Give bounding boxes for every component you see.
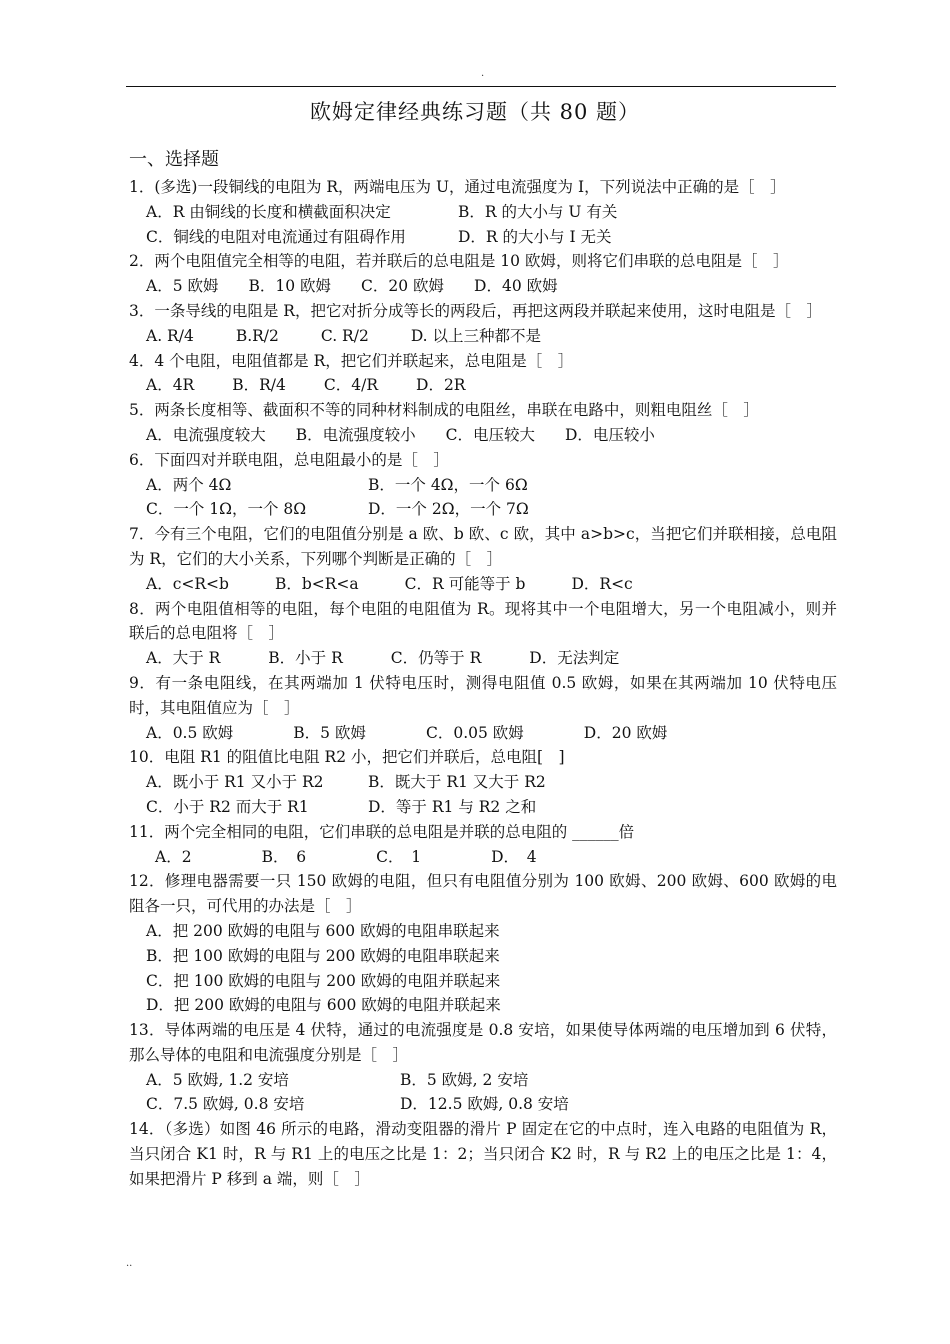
option-a: A．c<R<b — [146, 574, 229, 593]
header-mark: . — [481, 68, 485, 79]
question-14 — [129, 1117, 837, 1191]
option-a: A．R 由铜线的长度和横截面积决定 — [146, 202, 391, 221]
options-row — [129, 572, 837, 597]
question-12 — [129, 869, 837, 1018]
option-d: D．40 欧姆 — [474, 277, 558, 296]
options-row — [129, 1068, 837, 1093]
footer-mark: .. — [126, 1258, 133, 1269]
options-row — [129, 324, 837, 349]
options-row — [129, 200, 837, 225]
option-b: B．R/4 — [232, 376, 286, 395]
question-stem: 4．4 个电阻，电阻值都是 R，把它们并联起来，总电阻是［ ］ — [129, 351, 574, 370]
question-3 — [129, 299, 837, 349]
options-row — [129, 795, 837, 820]
question-2 — [129, 249, 837, 299]
option-d: D．等于 R1 与 R2 之和 — [368, 797, 537, 816]
option-b: B．把 100 欧姆的电阻与 200 欧姆的电阻串联起来 — [146, 946, 500, 965]
options-row — [129, 646, 837, 671]
question-stem: 1．(多选)一段铜线的电阻为 R，两端电压为 U，通过电流强度为 I，下列说法中正确的是［ ］ — [129, 178, 786, 196]
option-d: D．12.5 欧姆, 0.8 安培 — [400, 1095, 569, 1114]
option-a: A．电流强度较大 — [146, 425, 266, 444]
option-c: C．4/R — [323, 376, 379, 395]
question-11 — [129, 820, 837, 870]
options-row — [129, 845, 837, 870]
question-6 — [129, 448, 837, 522]
question-10 — [129, 745, 837, 819]
option-b: B．既大于 R1 又大于 R2 — [368, 773, 546, 792]
header-rule — [126, 86, 836, 87]
question-13 — [129, 1018, 837, 1117]
option-b: B.R/2 — [235, 326, 279, 345]
question-5 — [129, 398, 837, 448]
option-c: C．把 100 欧姆的电阻与 200 欧姆的电阻并联起来 — [146, 971, 501, 990]
question-stem: 7．今有三个电阻，它们的电阻值分别是 a 欧、b 欧、c 欧，其中 a>b>c，当把它们并联相接，总电阻为 R，它们的大小关系，下列哪个判断是正确的［ ］ — [129, 525, 837, 568]
question-stem: 2．两个电阻值完全相等的电阻，若并联后的总电阻是 10 欧姆，则将它们串联的总电阻是［ ］ — [129, 252, 789, 271]
options-row — [129, 770, 837, 795]
option-d: D. 以上三种都不是 — [410, 326, 542, 345]
option-d: D．20 欧姆 — [583, 723, 668, 742]
option-a: A. R/4 — [146, 326, 194, 345]
option-d: D．无法判定 — [529, 649, 620, 668]
option-a: A．2 — [155, 847, 192, 866]
options-row — [129, 473, 837, 498]
option-c: C．20 欧姆 — [361, 277, 445, 296]
question-4 — [129, 349, 837, 399]
option-d: D．一个 2Ω，一个 7Ω — [368, 500, 529, 519]
question-stem: 11．两个完全相同的电阻，它们串联的总电阻是并联的总电阻的 ______倍 — [129, 822, 635, 841]
option-d: D．R 的大小与 I 无关 — [458, 227, 612, 246]
option-b: B． 6 — [261, 847, 307, 866]
question-stem: 3．一条导线的电阻是 R，把它对折分成等长的两段后，再把这两段并联起来使用，这时电阻是［ ］ — [129, 301, 822, 320]
option-d: D．R<c — [571, 574, 633, 593]
option-b: B．5 欧姆, 2 安培 — [400, 1070, 529, 1089]
options-row — [129, 423, 837, 448]
option-d: D． 4 — [491, 847, 537, 866]
option-c: C．R 可能等于 b — [404, 574, 526, 593]
question-stem: 5．两条长度相等、截面积不等的同种材料制成的电阻丝，串联在电路中，则粗电阻丝［ ］ — [129, 401, 759, 420]
options-row — [129, 497, 837, 522]
option-b: B．b<R<a — [274, 574, 359, 593]
option-d: D．电压较小 — [564, 425, 655, 444]
option-c: C．7.5 欧姆, 0.8 安培 — [146, 1095, 305, 1114]
question-stem: 9．有一条电阻线，在其两端加 1 伏特电压时，测得电阻值 0.5 欧姆，如果在其两端加 10 伏特电压时，其电阻值应为［ ］ — [129, 673, 837, 717]
question-stem: 10．电阻 R1 的阻值比电阻 R2 小，把它们并联后，总电阻[ ] — [129, 748, 565, 767]
option-a: A．两个 4Ω — [146, 475, 232, 494]
option-a: A．5 欧姆, 1.2 安培 — [146, 1070, 289, 1089]
options-row — [129, 373, 837, 398]
question-9 — [129, 671, 837, 745]
option-c: C. R/2 — [320, 326, 369, 345]
section-heading: 一、选择题 — [129, 149, 219, 170]
option-b: B．小于 R — [268, 649, 343, 668]
option-a: A．5 欧姆 — [146, 277, 219, 296]
option-b: B．R 的大小与 U 有关 — [458, 202, 618, 221]
option-c: C．小于 R2 而大于 R1 — [146, 797, 309, 816]
page-title: 欧姆定律经典练习题（共 80 题） — [309, 100, 641, 124]
question-stem: 6．下面四对并联电阻，总电阻最小的是［ ］ — [129, 450, 449, 469]
question-7 — [129, 522, 837, 596]
option-b: B．10 欧姆 — [248, 277, 332, 296]
option-b: B．电流强度较小 — [295, 425, 416, 444]
option-c: C．0.05 欧姆 — [425, 723, 524, 742]
question-stem: 12．修理电器需要一只 150 欧姆的电阻，但只有电阻值分别为 100 欧姆、200 欧姆、600 欧姆的电阻各一只，可代用的办法是［ ］ — [129, 872, 837, 916]
option-b: B．5 欧姆 — [293, 723, 366, 742]
question-stem: 14．（多选）如图 46 所示的电路，滑动变阻器的滑片 P 固定在它的中点时，连入电路的电阻值为 R，当只闭合 K1 时，R 与 R1 上的电压之比是 1：2；当只闭合 K2 时，R 与 R2 上的电压之比是 1：4，如果把滑片 P 移到 a 端，则［ ］ — [129, 1120, 837, 1188]
option-a: A．0.5 欧姆 — [146, 723, 234, 742]
option-a: A．4R — [146, 376, 195, 395]
options-row — [129, 274, 837, 299]
document-body — [129, 145, 837, 1192]
question-stem: 13．导体两端的电压是 4 伏特，通过的电流强度是 0.8 安培，如果使导体两端的电压增加到 6 伏特，那么导体的电阻和电流强度分别是［ ］ — [129, 1021, 837, 1064]
question-1 — [129, 175, 837, 249]
option-c: C．仍等于 R — [390, 649, 482, 668]
option-c: C． 1 — [376, 847, 422, 866]
question-8 — [129, 597, 837, 671]
option-a: A．把 200 欧姆的电阻与 600 欧姆的电阻串联起来 — [146, 921, 500, 940]
option-d: D．2R — [416, 376, 466, 395]
option-c: C．一个 1Ω，一个 8Ω — [146, 500, 307, 519]
option-a: A．大于 R — [146, 649, 221, 668]
option-c: C．铜线的电阻对电流通过有阻碍作用 — [146, 227, 406, 246]
options-row — [129, 1092, 837, 1117]
options-row — [129, 225, 837, 250]
option-b: B．一个 4Ω，一个 6Ω — [368, 475, 528, 494]
question-stem: 8．两个电阻值相等的电阻，每个电阻的电阻值为 R。现将其中一个电阻增大，另一个电阻减小，则并联后的总电阻将［ ］ — [129, 599, 837, 643]
option-d: D．把 200 欧姆的电阻与 600 欧姆的电阻并联起来 — [146, 996, 501, 1015]
options-row — [129, 721, 837, 746]
option-c: C．电压较大 — [445, 425, 535, 444]
option-a: A．既小于 R1 又小于 R2 — [146, 773, 324, 792]
